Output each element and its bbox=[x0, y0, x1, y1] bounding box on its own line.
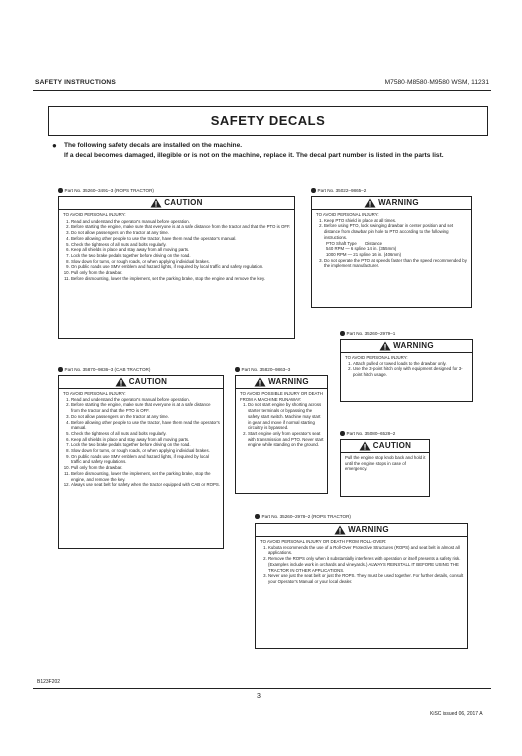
list-item: 9. On public roads use SMV emblem and hazard lights, if required by local traffic and safety regulations. bbox=[71, 454, 220, 465]
figure-code: B123F202 bbox=[37, 679, 61, 685]
bullet-icon bbox=[340, 331, 345, 336]
decal-1-signal-word: CAUTION bbox=[164, 198, 203, 208]
pto-table bbox=[326, 241, 468, 258]
decal-6-part-number: Part No. 35080–6528–2 bbox=[346, 431, 396, 436]
list-item: 2. Use the 3-point hitch only with equipment designed for 3-point hitch usage. bbox=[353, 366, 469, 377]
bullet-icon: ● bbox=[52, 141, 57, 150]
pto-table-header: Distance bbox=[365, 240, 383, 246]
decal-3-heading: TO AVOID PERSONAL INJURY: bbox=[345, 355, 408, 360]
page-number: 3 bbox=[257, 693, 261, 700]
bullet-icon bbox=[255, 514, 260, 519]
list-item: 9. On public roads use SMV emblem and hazard lights, if required by local traffic and safety regulation. bbox=[71, 264, 291, 270]
list-item: 2. Before starting the engine, make sure that everyone is at a safe distance from the tractor and that the PTO is OFF. bbox=[71, 224, 291, 230]
list-item bbox=[324, 223, 468, 257]
bullet-icon bbox=[58, 188, 63, 193]
list-item: 4. Before allowing other people to use the tractor, have them read the operator's manual. bbox=[71, 236, 291, 242]
warning-triangle-icon bbox=[254, 377, 266, 387]
decal-1 bbox=[58, 196, 295, 339]
warning-triangle-icon bbox=[334, 525, 346, 535]
pto-table-row: 1000 RPM — 21 spline 16 in. (406mm) bbox=[326, 251, 402, 257]
decal-7-heading: TO AVOID PERSONAL INJURY OR DEATH FROM ROLL-OVER: bbox=[260, 539, 387, 544]
decal-4-caption bbox=[58, 366, 150, 373]
decal-6 bbox=[340, 439, 430, 497]
list-item: 1. Keep PTO shield in place at all times. bbox=[324, 218, 468, 224]
decal-7-signal-word: WARNING bbox=[348, 525, 389, 535]
list-item: 12. Always use seat belt for safety when the tractor equipped with CAB or ROPS. bbox=[71, 482, 220, 488]
intro-block bbox=[52, 141, 490, 161]
warning-triangle-icon bbox=[379, 341, 391, 351]
list-item: 3. Do not allow passengers on the tractor at any time. bbox=[71, 230, 291, 236]
list-item: 4. Before allowing other people to use the tractor, have them read the operator's manual. bbox=[71, 420, 220, 431]
decal-7-banner bbox=[256, 524, 467, 537]
decal-2-signal-word: WARNING bbox=[378, 198, 419, 208]
list-item: 10. Pull only from the drawbar. bbox=[71, 465, 220, 471]
decal-5-heading: TO AVOID POSSIBLE INJURY OR DEATH FROM A MACHINE RUNAWAY: bbox=[240, 391, 323, 402]
list-item: 10. Pull only from the drawbar. bbox=[71, 270, 291, 276]
decal-6-banner bbox=[341, 440, 429, 453]
decal-4-list bbox=[63, 397, 220, 488]
list-item: 2. Remove the ROPS only when it substantially interferes with operation or itself presents a safety risk. (Examples include work in orchards and vineyards.) ALWAYS REINSTALL IT BEFORE USING THE TRACTOR IN OTHER APPLICATIONS. bbox=[268, 556, 464, 573]
decal-1-caption bbox=[58, 187, 154, 194]
decal-3-part-number: Part No. 35260–2979–1 bbox=[346, 331, 396, 336]
decal-1-heading: TO AVOID PERSONAL INJURY: bbox=[63, 212, 126, 217]
decal-5-part-number: Part No. 35820–9863–3 bbox=[241, 367, 291, 372]
bullet-icon bbox=[340, 431, 345, 436]
list-item: 6. Keep all shields in place and stay away from all moving parts. bbox=[71, 437, 220, 443]
decal-1-list bbox=[63, 219, 291, 282]
decal-3 bbox=[340, 339, 473, 402]
intro-line-2: If a decal becomes damaged, illegible or is not on the machine, replace it. The decal part number is listed in the parts list. bbox=[64, 152, 444, 159]
intro-line-1: The following safety decals are installed on the machine. bbox=[64, 142, 243, 149]
decal-7-list bbox=[260, 545, 464, 585]
list-item-text: Before using PTO, lock swinging drawbar in center position and set distance from drawbar pin hole to PTO according to the following instructions. bbox=[324, 223, 454, 240]
footer-rule bbox=[33, 688, 491, 689]
decal-7-part-number: Part No. 35260–2978–2 (ROPS TRACTOR) bbox=[261, 514, 351, 519]
decal-6-text: Pull the engine stop knob back and hold it until the engine stops in case of emergency. bbox=[345, 455, 426, 472]
decal-6-signal-word: CAUTION bbox=[372, 441, 412, 451]
list-item: 7. Lock the two brake pedals together before driving on the road. bbox=[71, 442, 220, 448]
list-item: 3. Do not allow passengers on the tractor at any time. bbox=[71, 414, 220, 420]
list-item: 1. Kubota recommends the use of a Roll-Over Protective Structures (ROPS) and seat belt in almost all applications. bbox=[268, 545, 464, 556]
list-item: 3. Do not operate the PTO at speeds faster than the speed recommended by the implement manufacturer. bbox=[324, 258, 468, 269]
decal-4-banner bbox=[59, 376, 223, 389]
decal-2-list bbox=[316, 218, 468, 269]
decal-6-caption bbox=[340, 430, 395, 437]
list-item: 3. Never use just the seat belt or just the ROPS. They must be used together. For further details, consult your Operator's Manual or your local dealer. bbox=[268, 573, 464, 584]
model-list: M7580·M8580·M9580 WSM, 11231 bbox=[384, 79, 489, 86]
decal-3-signal-word: WARNING bbox=[393, 341, 434, 351]
list-item: 11. Before dismounting, lower the implement, set the parking brake, stop the engine, and remove the key. bbox=[71, 471, 220, 482]
decal-2 bbox=[311, 196, 472, 308]
list-item: 6. Keep all shields in place and stay away from all moving parts. bbox=[71, 247, 291, 253]
decal-5-signal-word: WARNING bbox=[268, 377, 309, 387]
decal-2-part-number: Part No. 35022–9865–2 bbox=[317, 188, 367, 193]
decal-5-banner bbox=[236, 376, 327, 389]
list-item: 1. Read and understand the operator's manual before operation. bbox=[71, 397, 220, 403]
decal-7 bbox=[255, 523, 468, 649]
decal-3-caption bbox=[340, 330, 395, 337]
decal-5 bbox=[235, 375, 328, 494]
bullet-icon bbox=[311, 188, 316, 193]
list-item: 1. Do not start engine by shorting across starter terminals or bypassing the safety start switch. Machine may start in gear and move if normal starting circuitry is bypassed. bbox=[248, 402, 324, 431]
decal-3-list bbox=[345, 361, 469, 378]
bullet-icon bbox=[58, 367, 63, 372]
list-item: 11. Before dismounting, lower the implement, set the parking brake, stop the engine and remove the key. bbox=[71, 276, 291, 282]
list-item: 2. Start engine only from operator's seat with transmission and PTO. Never start engine while standing on the ground. bbox=[248, 431, 324, 448]
list-item: 8. Slow down for turns, or rough roads, or when applying individual brakes. bbox=[71, 448, 220, 454]
decal-3-banner bbox=[341, 340, 472, 353]
decal-2-caption bbox=[311, 187, 366, 194]
decal-4-part-number: Part No. 35870–9836–3 (CAB TRACTOR) bbox=[64, 367, 151, 372]
list-item: 1. Attach pulled or towed loads to the drawbar only. bbox=[353, 361, 469, 367]
decal-5-list bbox=[240, 402, 324, 448]
decal-2-heading: TO AVOID PERSONAL INJURY: bbox=[316, 212, 379, 217]
list-item: 2. Before starting the engine, make sure that everyone is at a safe distance from the tractor and that the PTO is OFF. bbox=[71, 402, 220, 413]
page-title: SAFETY DECALS bbox=[48, 106, 488, 136]
pto-table-header: PTO Shaft Type bbox=[326, 240, 357, 246]
decal-4 bbox=[58, 375, 224, 549]
pto-table-row: 540 RPM — 6 spline 14 in. (355mm) bbox=[326, 246, 397, 252]
decal-2-banner bbox=[312, 197, 471, 210]
page-header bbox=[33, 78, 491, 91]
issue-note: KiSC issued 06, 2017 A bbox=[430, 711, 483, 717]
list-item: 7. Lock the two brake pedals together before driving on the road. bbox=[71, 253, 291, 259]
list-item: 5. Check the tightness of all nuts and bolts regularly. bbox=[71, 242, 291, 248]
list-item: 8. Slow down for turns, or rough roads, or when applying individual brakes. bbox=[71, 259, 291, 265]
list-item: 1. Read and understand the operator's manual before operation. bbox=[71, 219, 291, 225]
decal-4-heading: TO AVOID PERSONAL INJURY: bbox=[63, 391, 126, 396]
warning-triangle-icon bbox=[364, 198, 376, 208]
decal-1-part-number: Part No. 35260–3491–3 (ROPS TRACTOR) bbox=[64, 188, 154, 193]
warning-triangle-icon bbox=[115, 377, 127, 387]
bullet-icon bbox=[235, 367, 240, 372]
decal-1-banner bbox=[59, 197, 294, 210]
warning-triangle-icon bbox=[359, 441, 371, 451]
section-title: SAFETY INSTRUCTIONS bbox=[35, 79, 116, 86]
decal-4-signal-word: CAUTION bbox=[128, 377, 168, 387]
warning-triangle-icon bbox=[150, 198, 162, 208]
decal-5-caption bbox=[235, 366, 290, 373]
decal-7-caption bbox=[255, 513, 351, 520]
list-item: 5. Check the tightness of all nuts and bolts regularly. bbox=[71, 431, 220, 437]
